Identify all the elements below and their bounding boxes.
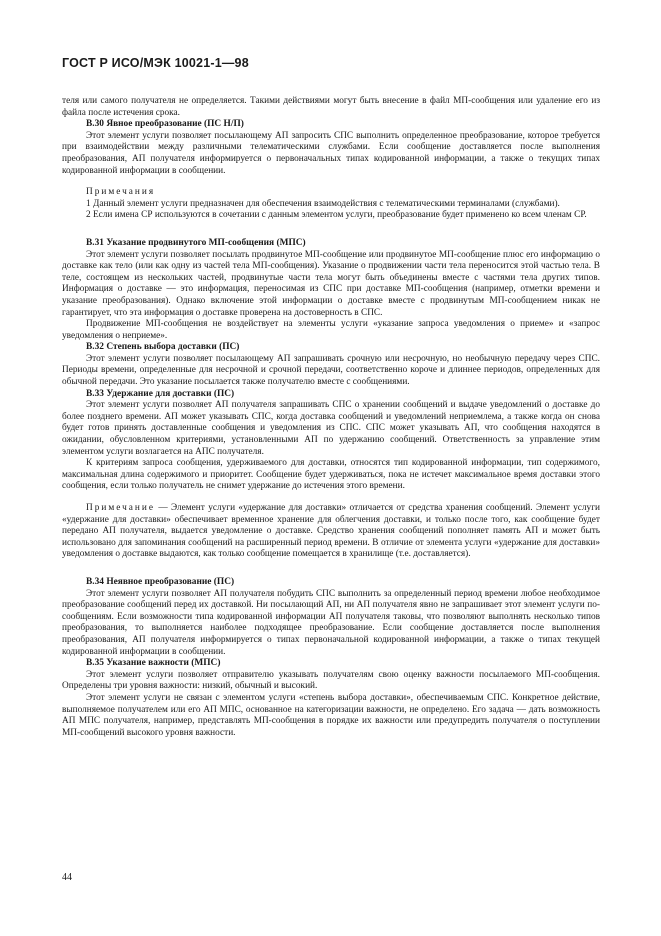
section-b30-heading: В.30 Явное преобразование (ПС Н/П) <box>86 119 244 130</box>
page-body <box>62 96 600 739</box>
intro-paragraph: теля или самого получателя не определяется. Такими действиями могут быть внесение в файл МП-сообщения или удаление его из файла после истечения срока. <box>62 96 600 118</box>
section-b31-heading: В.31 Указание продвинутого МП-сообщения (МПС) <box>86 237 306 248</box>
section-b31-paragraph-2: Продвижение МП-сообщения не воздействует на элементы услуги «указание запроса уведомления о приеме» и «запрос уведомления о неприеме». <box>62 319 600 341</box>
section-b34-heading: В.34 Неявное преобразование (ПС) <box>86 576 235 587</box>
section-b32-heading: В.32 Степень выбора доставки (ПС) <box>86 342 240 353</box>
section-b33-note <box>62 503 600 561</box>
document-header: ГОСТ Р ИСО/МЭК 10021-1—98 <box>62 56 249 70</box>
section-b35-heading: В.35 Указание важности (МПС) <box>86 658 221 669</box>
section-b32-paragraph: Этот элемент услуги позволяет посылающему АП запрашивать срочную или несрочную, но необычную передачу через СПС. Периоды времени, определенные для несрочной и срочной передачи, соответственно короче и длиннее периодов, определенных для обычной передачи. Это указание посылается также получателю вместе с сообщениями. <box>62 353 600 388</box>
section-b33-note-label: Примечание <box>86 503 155 513</box>
section-b30-notes-title: Примечания <box>86 187 156 198</box>
section-b33-paragraph-2: К критериям запроса сообщения, удерживаемого для доставки, относятся тип кодированной информации, тип содержимого, максимальная длина содержимого и приоритет. Сообщение будет удерживаться, пока не истечет максимальное время доставки этого сообщения, если только получатель не снимет удержание до истечения этого времени. <box>62 458 600 492</box>
page-number: 44 <box>62 872 72 883</box>
section-b33-paragraph-1: Этот элемент услуги позволяет АП получателя запрашивать СПС о хранении сообщений и выдаче уведомлений о доставке до более позднего времени. АП может указывать СПС, когда доставка сообщений и уведомлений неприемлема, а также когда он снова будет готов принять доставленные сообщения и уведомления из СПС. СПС может указывать АП, что сообщения находятся в ожидании, обусловленном критериями, установленными АП по удержанию сообщений. Ответственность за управление этим элементом услуги возлагается на АПС получателя. <box>62 400 600 457</box>
section-b31-paragraph-1: Этот элемент услуги позволяет посылать продвинутое МП-сообщение или продвинутое МП-сообщение плюс его информацию о доставке как тело (или как одну из частей тела МП-сообщения). Указание о продвижении части тела переносится этой частью тела. В теле, состоящем из нескольких частей, продвинутые части тела могут быть объединены вместе с частями тела других типов. Информация о доставке — это информация, переносимая из СПС при доставке МП-сообщения (например, отметки времени и указание преобразования). Однако включение этой информации о доставке вместе с продвинутым МП-сообщением никак не гарантирует, что эта информация о доставке проверена на достоверность в СПС. <box>62 249 600 318</box>
section-b33-heading: В.33 Удержание для доставки (ПС) <box>86 388 235 399</box>
section-b30-paragraph: Этот элемент услуги позволяет посылающему АП запросить СПС выполнить определенное преобразование, которое требуется при взаимодействии между различными телематическими службами. Если сообщение доставляется после выполнения преобразования, АП получателя информируется о первоначальных типах кодированной информации, а также о текущих типах кодированной информации в сообщении. <box>62 130 600 176</box>
section-b30-note-2: 2 Если имена СР используются в сочетании с данным элементом услуги, преобразование будет применено ко всем членам СР. <box>86 210 587 221</box>
section-b30-note-1: 1 Данный элемент услуги предназначен для обеспечения взаимодействия с телематическими терминалами (службами). <box>86 198 560 209</box>
section-b33-note-text: — Элемент услуги «удержание для доставки» отличается от средства хранения сообщений. Элемент услуги «удержание для доставки» обеспечивает временное хранение для облегчения доставки, и только после того, как сообщение будет передано АП получателя, выдается уведомление о доставке. Средство хранения сообщений пополняет память АП и может быть использовано для запоминания сообщений на расширенный период времени. В отличие от элемента услуги «удержание для доставки» уведомления о доставке выдаются, как только сообщение помещается в хранилище (т.е. доставляется). <box>62 503 600 560</box>
section-b35-paragraph-2: Этот элемент услуги не связан с элементом услуги «степень выбора доставки», обеспечиваемым СПС. Конкретное действие, выполняемое получателем или его АП МПС, основанное на категоризации важности, не определено. Его задача — дать возможность АП МПС получателя, например, представлять МП-сообщения в порядке их важности или предупредить получателя о поступлении МП-сообщений высокого уровня важности. <box>62 692 600 738</box>
section-b35-paragraph-1: Этот элемент услуги позволяет отправителю указывать получателям свою оценку важности посылаемого МП-сообщения. Определены три уровня важности: низкий, обычный и высокий. <box>62 669 600 692</box>
section-b34-paragraph: Этот элемент услуги позволяет АП получателя побудить СПС выполнить за определенный период времени любое необходимое преобразование сообщений перед их доставкой. Ни посылающий АП, ни АП получателя явно не запрашивает этот элемент услуги по-сообщениям. Если возможности типа кодированной информации АП получателя таковы, что позволяют выполнять несколько типов преобразования, то выполняется наиболее подходящее преобразование. Если сообщение доставляется после выполнения преобразования, АП получателя информируется о типах первоначальной кодированной информации, а также о типах текущей кодированной информации в сообщении. <box>62 588 600 657</box>
